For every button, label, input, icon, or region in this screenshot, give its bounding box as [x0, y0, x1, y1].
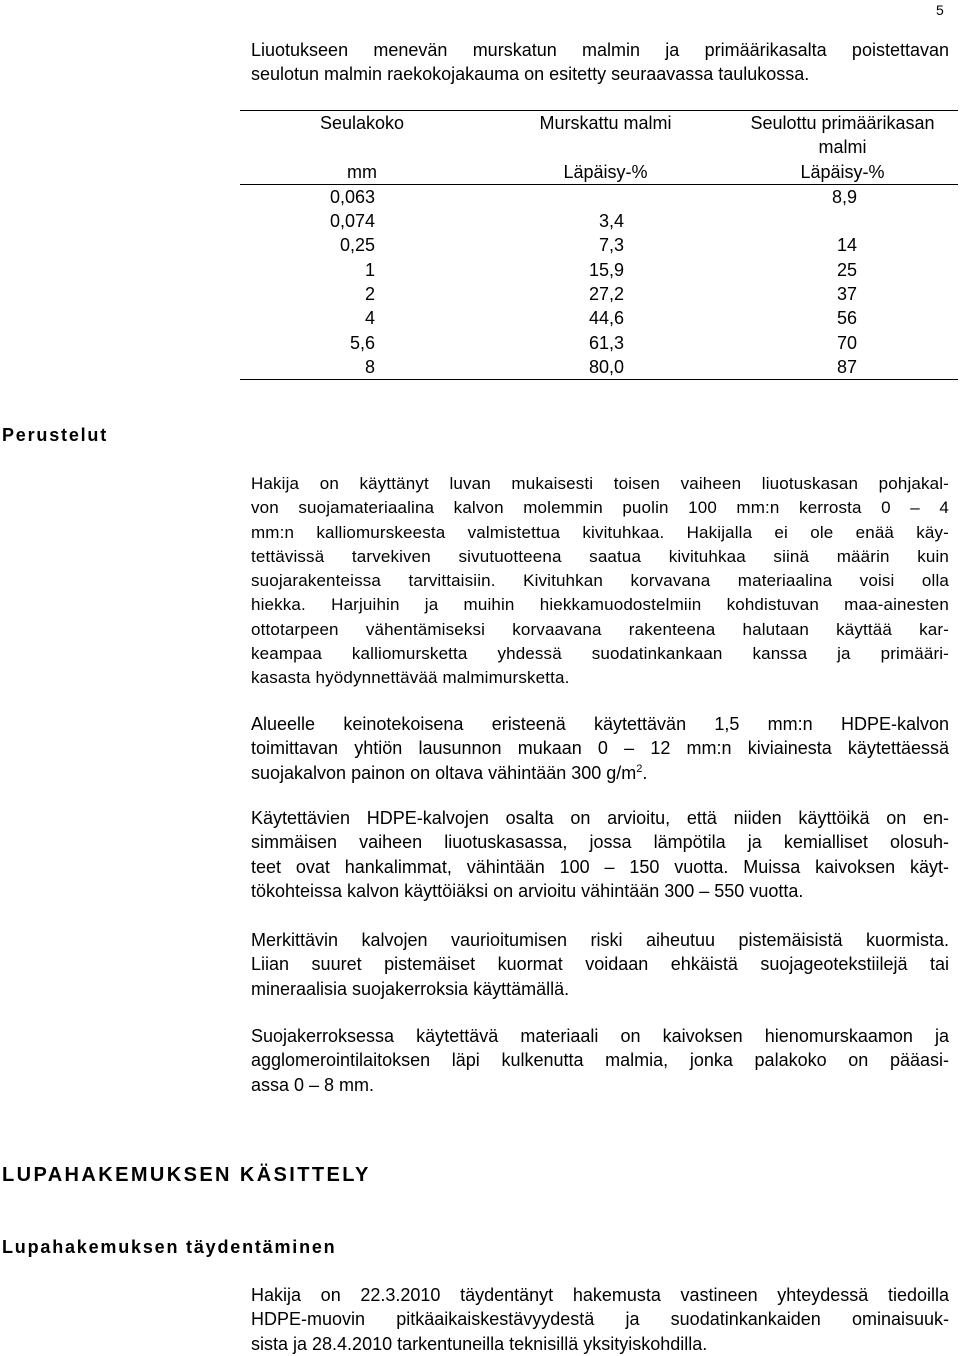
text-line: mm:n kalliomurskeesta valmistettua kivituhkaa. Hakijalla ei ole enää käy-	[251, 522, 949, 542]
text-line: keampaa kalliomursketta yhdessä suodatinkankaan kanssa ja primääri-	[251, 644, 949, 664]
table-row	[240, 355, 958, 380]
cell-size: 1	[364, 259, 375, 280]
unit-screened-ore: Läpäisy-%	[727, 160, 958, 185]
unit-crushed-ore: Läpäisy-%	[484, 160, 727, 185]
cell-size: 8	[240, 355, 484, 380]
table-row	[240, 233, 958, 257]
perustelut-paragraph-1	[251, 472, 949, 691]
text-line: simmäisen vaiheen liuotuskasassa, jossa lämpötila ja kemialliset olosuh-	[251, 832, 949, 853]
table-row	[240, 306, 958, 330]
cell-crushed: 80,0	[484, 355, 727, 380]
text-line: agglomerointilaitoksen läpi kulkenutta malmia, jonka palakoko on pääasi-	[251, 1050, 949, 1071]
cell-size: 0,074	[329, 211, 375, 232]
table-header-row	[240, 111, 958, 136]
cell-screened: 14	[836, 235, 857, 256]
text-line: suojarakenteissa tarvittaisiin. Kivituhkan korvavana materiaalina voisi olla	[251, 571, 949, 591]
cell-size: 4	[364, 308, 375, 329]
sieve-size-table	[240, 110, 958, 380]
cell-crushed: 44,6	[588, 308, 624, 329]
superscript: 2	[636, 762, 643, 775]
cell-size: 0,25	[339, 235, 375, 256]
unit-sieve-size: mm	[240, 160, 484, 185]
intro-line-2: seulotun malmin raekokojakauma on esitetty seuraavassa taulukossa.	[251, 64, 810, 85]
text-line: tökohteissa kalvon käyttöiäksi on arvioitu vähintään 300 – 550 vuotta.	[251, 880, 804, 901]
cell-screened: 37	[836, 284, 857, 305]
text-line: Liian suuret pistemäiset kuormat voidaan ehkäistä suojageotekstiilejä tai	[251, 954, 949, 975]
cell-crushed: 61,3	[588, 332, 624, 353]
text-line: assa 0 – 8 mm.	[251, 1074, 375, 1095]
text-line: Hakija on 22.3.2010 täydentänyt hakemusta vastineen yhteydessä tiedoilla	[251, 1285, 949, 1305]
table-units-row	[240, 160, 958, 185]
text-fragment: suojakalvon painon on oltava vähintään 300 g/m	[251, 762, 637, 783]
header-screened-ore: Seulottu primäärikasan	[727, 111, 958, 136]
table-row	[240, 331, 958, 355]
intro-paragraph	[251, 38, 949, 87]
table-header-row-2	[240, 135, 958, 159]
text-line: hiekka. Harjuihin ja muihin hiekkamuodostelmiin kohdistuvan maa-ainesten	[251, 595, 949, 615]
header-sieve-size: Seulakoko	[240, 111, 484, 136]
header-screened-ore-line2: malmi	[818, 137, 867, 158]
text-line: von suojamateriaalina kalvon molemmin puolin 100 mm:n kerrosta 0 – 4	[251, 498, 949, 518]
text-line: kasasta hyödynnettävää malmimursketta.	[251, 668, 570, 688]
cell-screened: 25	[836, 259, 857, 280]
text-line: ottotarpeen vähentämiseksi korvaavana rakenteena halutaan käyttää kar-	[251, 619, 949, 639]
text-line: Alueelle keinotekoisena eristeenä käytettävän 1,5 mm:n HDPE-kalvon	[251, 714, 949, 734]
text-line: Merkittävin kalvojen vaurioitumisen riski aiheutuu pistemäisistä kuormista.	[251, 930, 949, 950]
text-line: toimittavan yhtiön lausunnon mukaan 0 – 12 mm:n kiviainesta käytettäessä	[251, 738, 949, 759]
perustelut-paragraph-3	[251, 806, 949, 903]
cell-screened: 70	[836, 332, 857, 353]
table-row	[240, 282, 958, 306]
section-subheading: Lupahakemuksen täydentäminen	[2, 1237, 337, 1257]
perustelut-paragraph-2	[251, 712, 949, 785]
cell-screened: 8,9	[831, 186, 857, 207]
cell-crushed	[484, 184, 727, 209]
cell-screened: 56	[836, 308, 857, 329]
cell-screened: 87	[727, 355, 958, 380]
text-line: tettävissä tarvekiven sivutuotteena saatua kivituhkaa siinä määrin kuin	[251, 546, 949, 566]
intro-line-1: Liuotukseen menevän murskatun malmin ja primäärikasalta poistettavan	[251, 40, 949, 60]
table-row	[240, 209, 958, 233]
cell-size: 5,6	[349, 332, 375, 353]
text-line: teet ovat hankalimmat, vähintään 100 – 150 vuotta. Muissa kaivoksen käyt-	[251, 856, 949, 877]
text-line: sista ja 28.4.2010 tarkentuneilla teknisillä yksityiskohdilla.	[251, 1333, 708, 1354]
section-heading: LUPAHAKEMUKSEN KÄSITTELY	[2, 1164, 371, 1186]
cell-crushed: 15,9	[588, 259, 624, 280]
cell-crushed: 7,3	[598, 235, 624, 256]
text-line: HDPE-muovin pitkäaikaiskestävyydestä ja suodatinkankaiden ominaisuuk-	[251, 1309, 949, 1330]
cell-crushed: 27,2	[588, 284, 624, 305]
section-paragraph	[251, 1283, 949, 1356]
perustelut-paragraph-4	[251, 928, 949, 1001]
header-crushed-ore: Murskattu malmi	[484, 111, 727, 136]
text-fragment: .	[642, 762, 648, 783]
cell-size: 0,063	[329, 186, 375, 207]
perustelut-heading: Perustelut	[2, 425, 109, 445]
page-number: 5	[936, 2, 944, 18]
text-line: Hakija on käyttänyt luvan mukaisesti toisen vaiheen liuotuskasan pohjakal-	[251, 474, 949, 493]
cell-screened	[727, 209, 958, 233]
cell-size: 2	[364, 284, 375, 305]
text-line: Käytettävien HDPE-kalvojen osalta on arvioitu, että niiden käyttöikä on en-	[251, 808, 949, 828]
text-line: Suojakerroksessa käytettävä materiaali on kaivoksen hienomurskaamon ja	[251, 1026, 949, 1046]
text-line: mineraalisia suojakerroksia käyttämällä.	[251, 978, 570, 999]
table-row	[240, 258, 958, 282]
perustelut-paragraph-5	[251, 1024, 949, 1097]
table-row	[240, 184, 958, 209]
cell-crushed: 3,4	[598, 211, 624, 232]
text-line	[251, 761, 949, 785]
